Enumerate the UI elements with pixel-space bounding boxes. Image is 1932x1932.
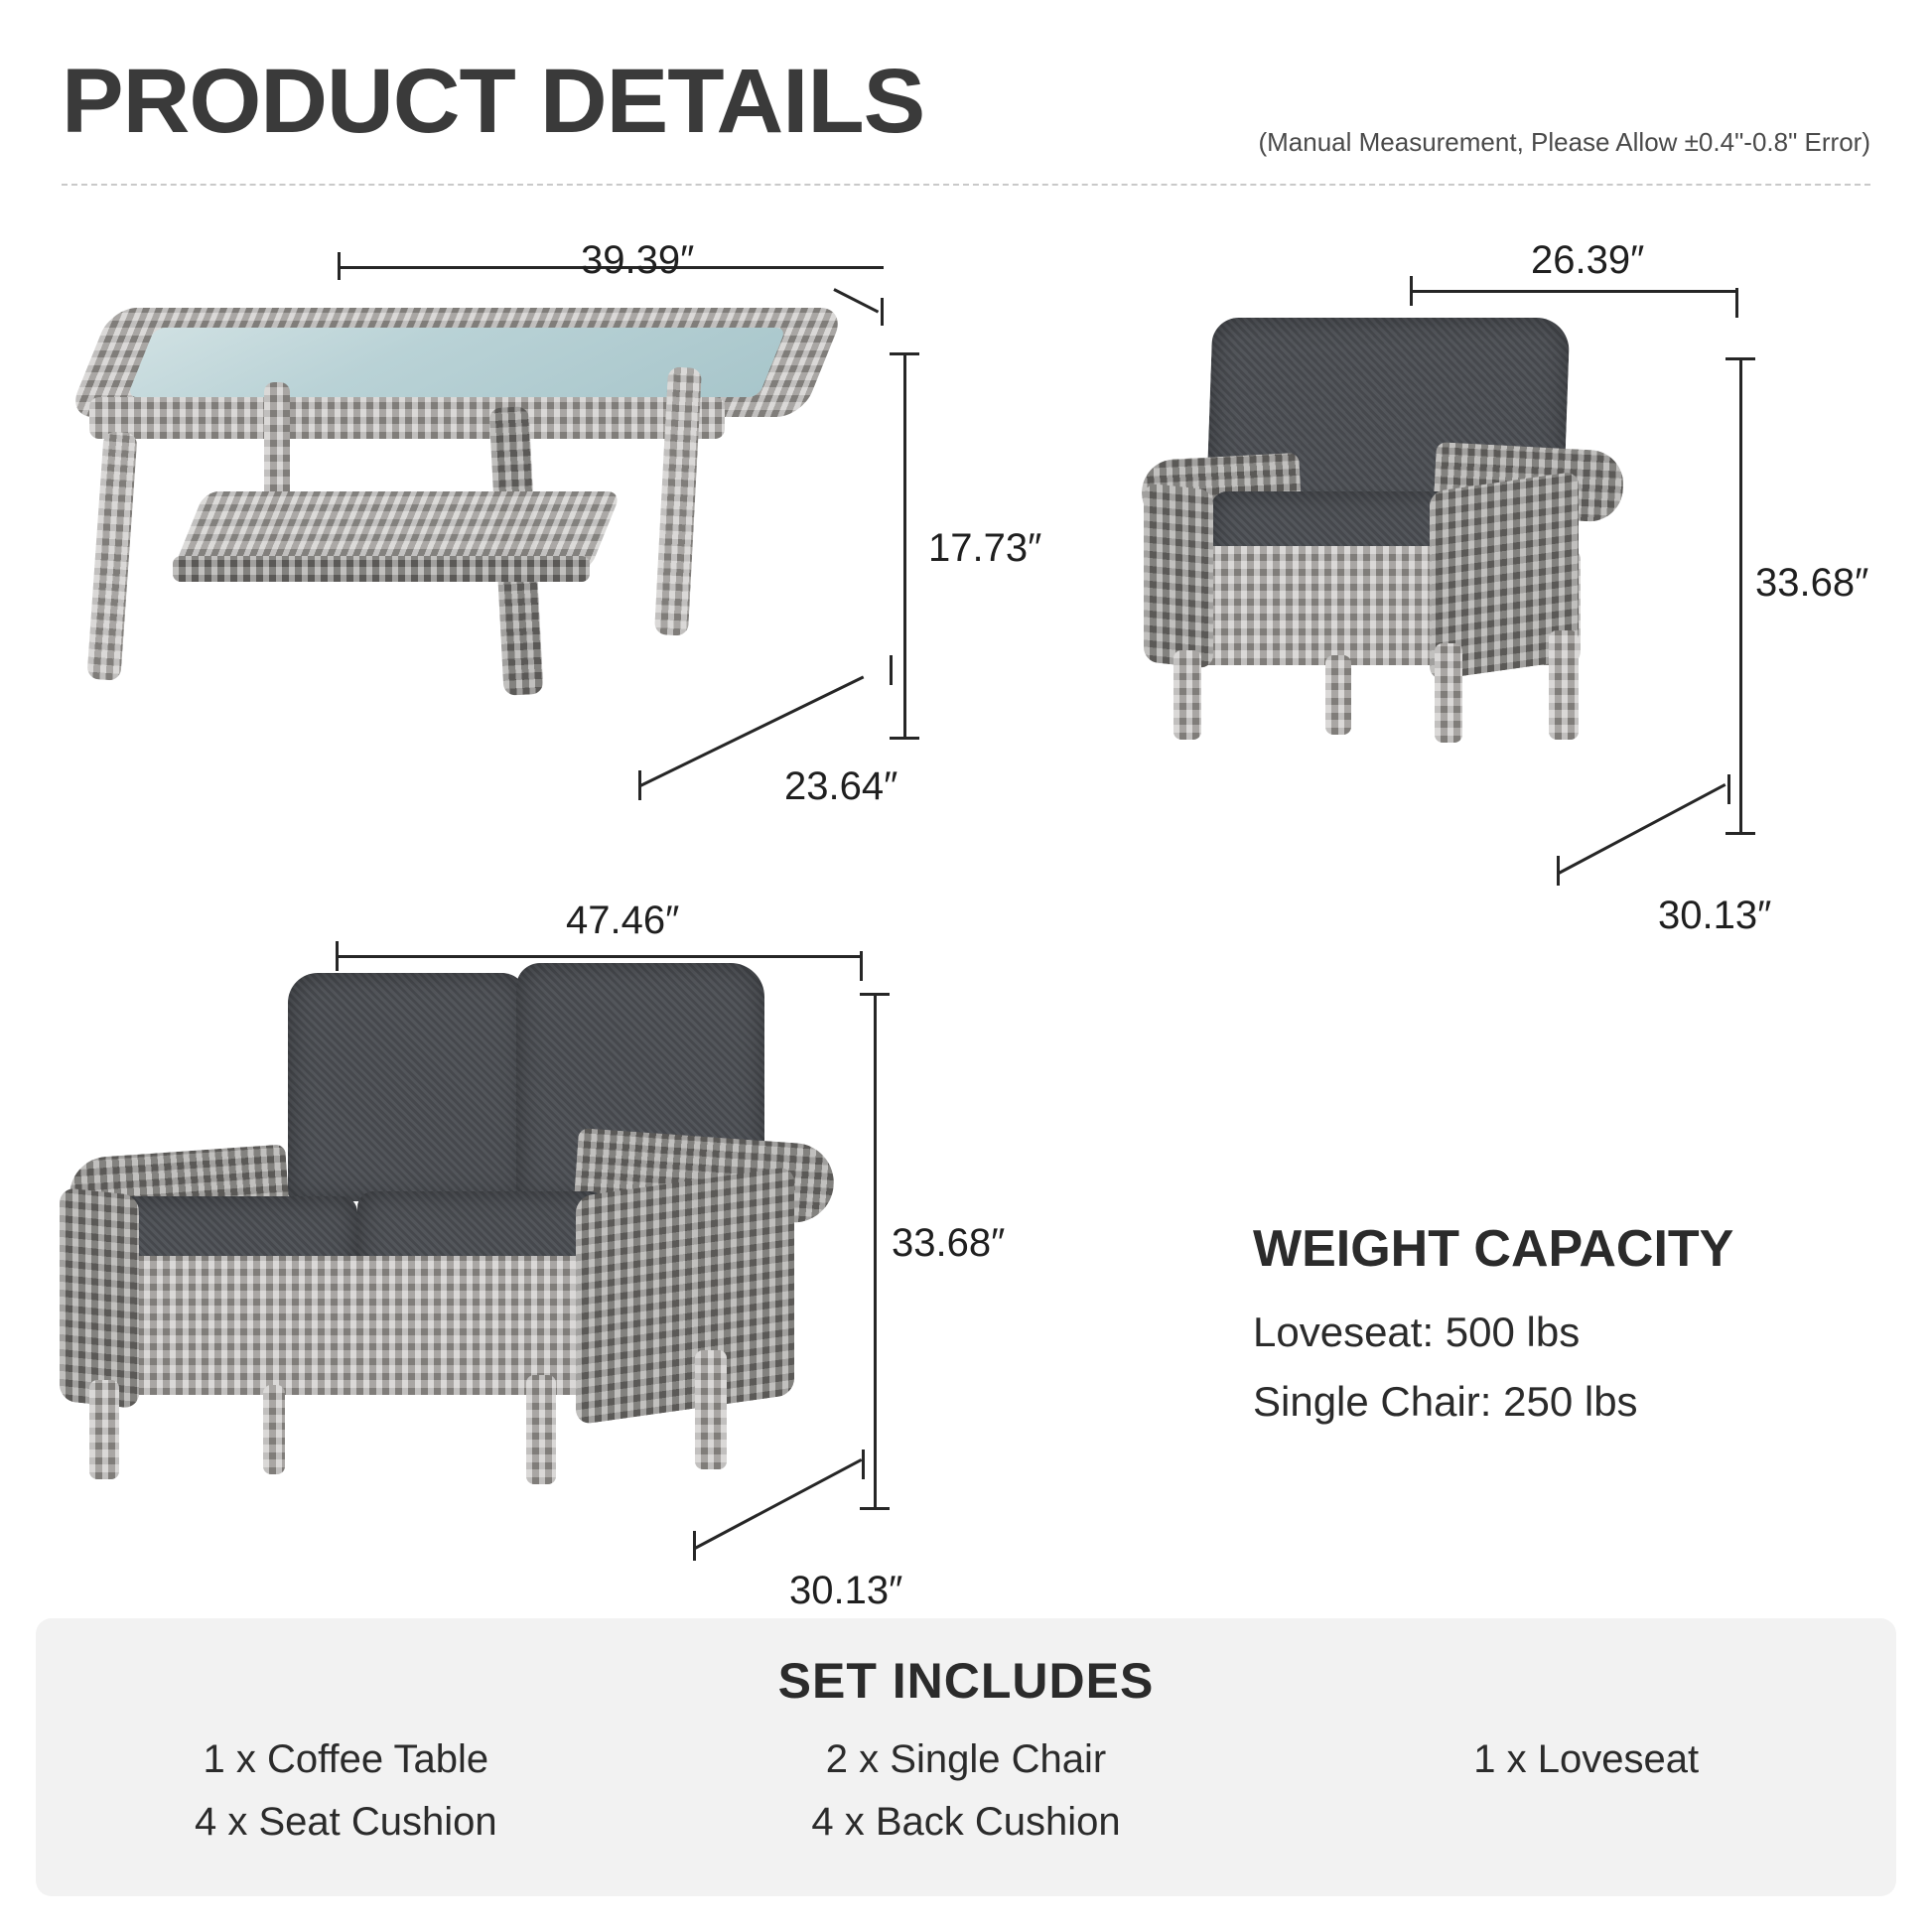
coffee-table-depth-label: 23.64″ (784, 764, 898, 808)
chair-height-line (1739, 357, 1742, 834)
chair-height-label: 33.68″ (1755, 561, 1869, 605)
set-item: 4 x Seat Cushion (195, 1800, 497, 1844)
table-shelf-rail (173, 556, 590, 582)
loveseat-side-panel-left (60, 1187, 139, 1409)
chair-height-cap-bottom (1725, 832, 1755, 835)
chair-leg-back-right (1549, 630, 1579, 740)
chair-width-cap-right (1735, 288, 1738, 318)
coffee-table-height-label: 17.73″ (928, 526, 1042, 570)
loveseat-depth-label: 30.13″ (789, 1569, 903, 1612)
coffee-table-depth-cap-right (890, 655, 893, 685)
chair-leg-front-left (1173, 650, 1201, 740)
loveseat-height-cap-top (860, 993, 890, 996)
loveseat-width-cap-left (336, 941, 339, 971)
loveseat-side-panel-right (576, 1167, 794, 1426)
coffee-table-width-label: 39.39″ (581, 238, 695, 282)
single-chair-illustration (1152, 298, 1708, 854)
coffee-table-depth-cap-left (638, 770, 641, 800)
weight-capacity-chair: Single Chair: 250 lbs (1253, 1378, 1638, 1425)
chair-width-line (1410, 290, 1737, 293)
coffee-table-width-cap-left (338, 252, 341, 280)
header-divider (62, 184, 1870, 186)
set-includes-title: SET INCLUDES (777, 1653, 1155, 1709)
loveseat-leg-back-right (695, 1350, 727, 1469)
weight-capacity-loveseat: Loveseat: 500 lbs (1253, 1309, 1581, 1355)
chair-depth-cap-right (1727, 774, 1730, 804)
coffee-table-width-cap-right (881, 298, 884, 326)
set-item: 2 x Single Chair (825, 1737, 1107, 1781)
loveseat-width-line (336, 955, 862, 958)
set-item (1276, 1800, 1896, 1845)
set-includes-grid (36, 1737, 1896, 1845)
loveseat-depth-cap-left (693, 1531, 696, 1561)
loveseat-illustration (60, 953, 874, 1569)
weight-capacity-block (1253, 1219, 1868, 1448)
chair-leg-front-right (1325, 655, 1351, 735)
coffee-table-height-line (903, 352, 906, 740)
coffee-table-illustration (69, 288, 884, 705)
chair-leg-back-left (1435, 643, 1462, 743)
loveseat-height-cap-bottom (860, 1507, 890, 1510)
weight-capacity-title: WEIGHT CAPACITY (1253, 1220, 1734, 1278)
chair-width-label: 26.39″ (1531, 238, 1645, 282)
table-front-rail (89, 397, 725, 439)
set-item: 1 x Loveseat (1473, 1737, 1700, 1781)
loveseat-height-line (874, 993, 877, 1509)
measurement-note: (Manual Measurement, Please Allow ±0.4"-0.8" Error) (1258, 127, 1870, 157)
set-includes-panel (36, 1618, 1896, 1896)
chair-depth-cap-left (1557, 856, 1560, 886)
page-title: PRODUCT DETAILS (62, 51, 925, 152)
loveseat-leg-front-left (89, 1380, 119, 1479)
table-leg-front-left (86, 431, 137, 681)
coffee-table-height-cap-top (890, 352, 919, 355)
loveseat-back-cushion-left (288, 973, 526, 1201)
set-item: 1 x Coffee Table (203, 1737, 489, 1781)
loveseat-depth-cap-right (862, 1449, 865, 1479)
chair-side-panel-left (1144, 483, 1213, 668)
loveseat-leg-front-right (526, 1375, 556, 1484)
chair-width-cap-left (1410, 276, 1413, 306)
loveseat-height-label: 33.68″ (892, 1221, 1006, 1265)
loveseat-width-label: 47.46″ (566, 898, 680, 942)
set-item: 4 x Back Cushion (811, 1800, 1121, 1844)
loveseat-width-cap-right (860, 951, 863, 981)
chair-height-cap-top (1725, 357, 1755, 360)
chair-depth-label: 30.13″ (1658, 894, 1772, 937)
loveseat-leg-center (263, 1385, 285, 1474)
page-header (62, 40, 1870, 179)
coffee-table-height-cap-bottom (890, 737, 919, 740)
